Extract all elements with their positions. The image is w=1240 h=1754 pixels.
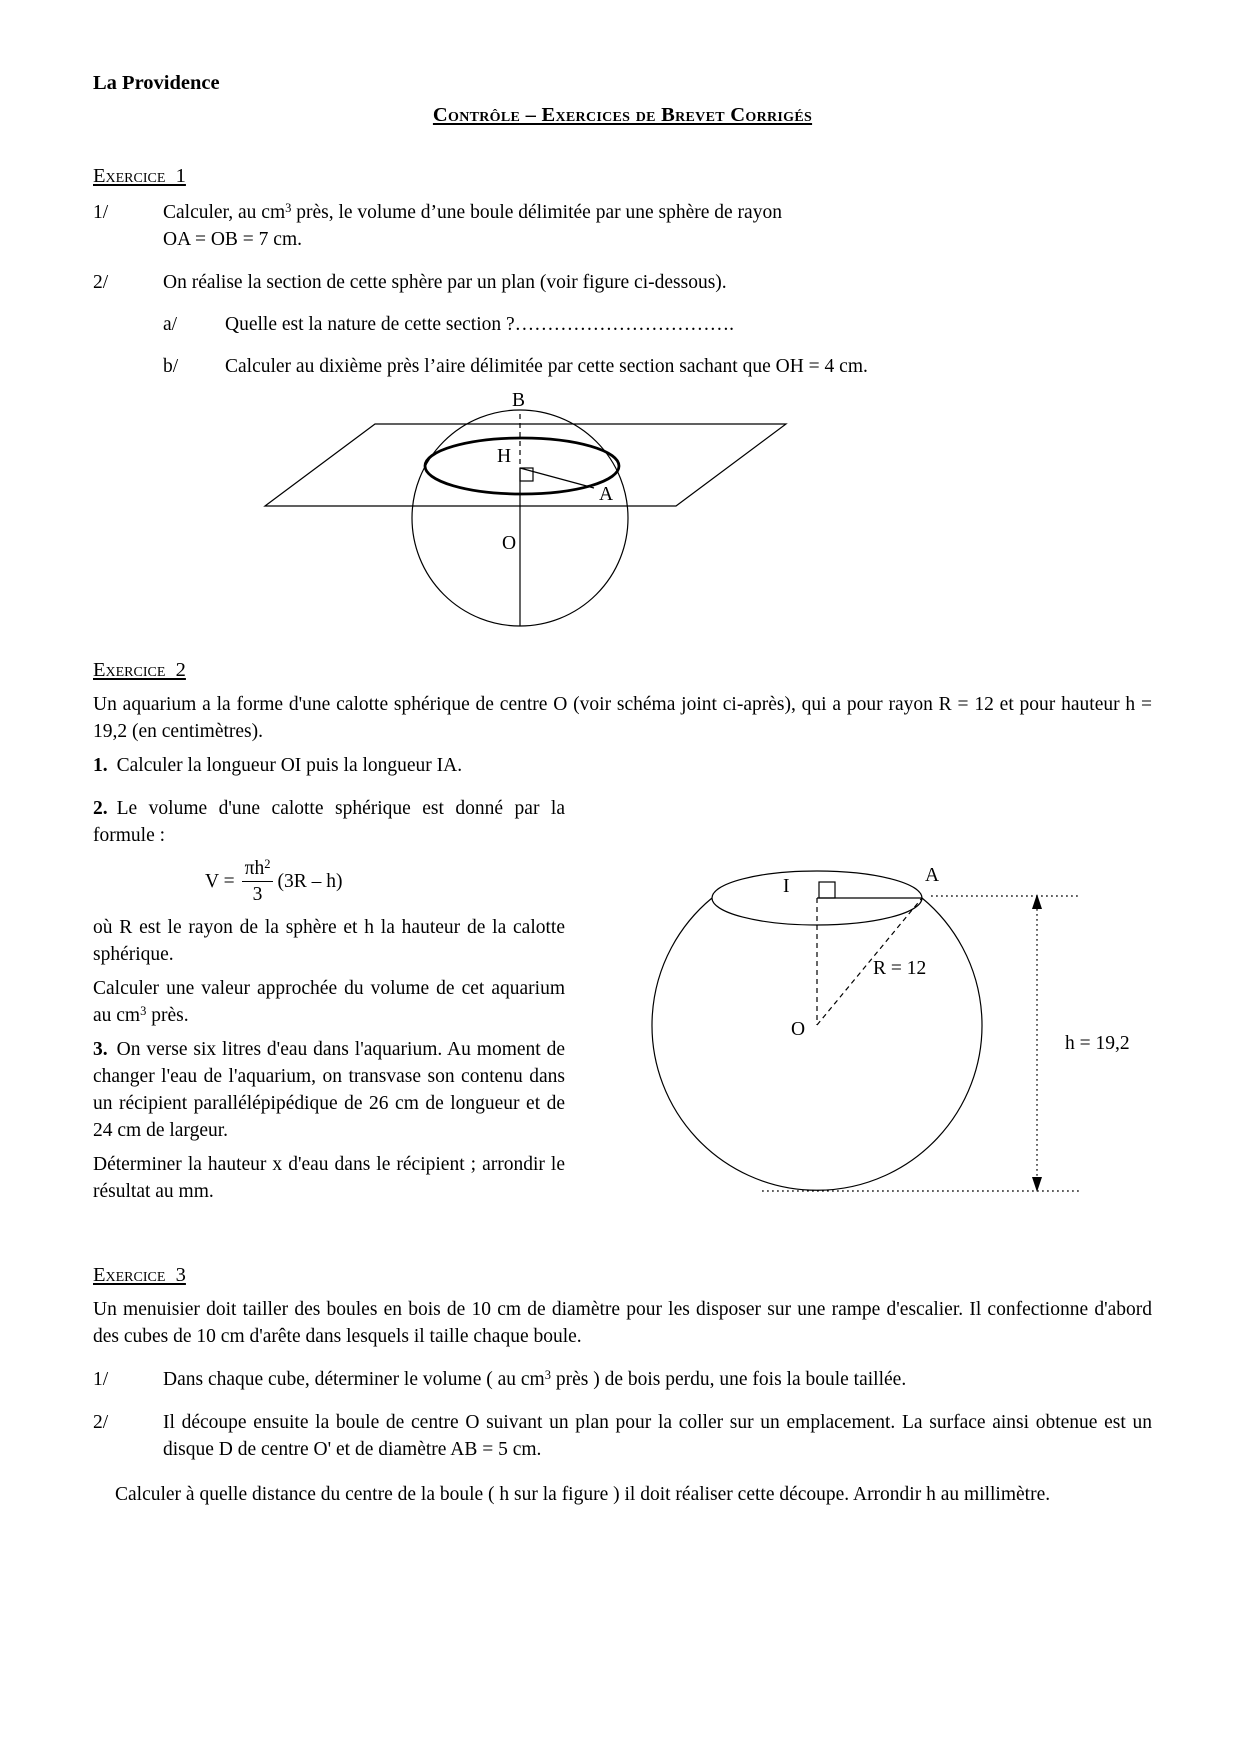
volume-formula [205,856,565,907]
label-radius: R = 12 [873,958,927,979]
arrowhead-up [1032,894,1042,909]
formula-denominator: 3 [242,881,274,907]
ex3-q2-text: Il découpe ensuite la boule de centre O suivant un plan pour la coller sur un emplacement. La surface ainsi obtenue est un disque D de centre O' et de diamètre AB = 5 cm. [163,1412,1152,1460]
label-height: h = 19,2 [1065,1033,1130,1054]
formula-rhs: (3R – h) [277,871,343,892]
ex1-q2a-number: a/ [163,314,178,335]
figure-aquarium [567,788,1167,1208]
ex1-question2a [163,311,1152,338]
ex2-item1-text: Calculer la longueur OI puis la longueur IA. [116,755,463,776]
ex1-q2b-number: b/ [163,356,179,377]
school-name: La Providence [93,72,220,94]
ex1-q1-superscript: 3 [285,201,292,215]
exercise1-heading: Exercice 1 [93,165,186,187]
ex2-right-column [565,788,1168,1216]
ex2-after-formula: où R est le rayon de la sphère et h la hauteur de la calotte sphérique. [93,917,565,965]
page-title: Contrôle – Exercices de Brevet Corrigés [432,104,813,126]
ex3-q2-number: 2/ [93,1412,109,1433]
ex2-intro: Un aquarium a la forme d'une calotte sphérique de centre O (voir schéma joint ci-après), qui a pour rayon R = 12 et pour hauteur h = 19,2 (en centimètres). [93,694,1152,742]
ex2-item1-number: 1. [93,755,108,776]
exercise2-heading: Exercice 2 [93,659,186,681]
ex2-item2-number: 2. [93,798,108,819]
ex2-calc-b: près. [146,1005,189,1026]
formula-fraction [242,856,274,907]
ex3-q1-superscript: 3 [544,1368,551,1382]
ex3-q1-number: 1/ [93,1369,109,1390]
formula-numerator [242,856,274,881]
ex1-q1-line1 [163,199,1152,226]
label-point-B: B [512,390,526,411]
ex3-q1-a: Dans chaque cube, déterminer le volume ( au cm [163,1369,545,1390]
label-point-A: A [599,484,614,505]
label-point-I: I [783,876,790,897]
ex1-question1 [93,199,1152,253]
ex2-calc-volume [93,975,565,1029]
ex2-item3-number: 3. [93,1039,108,1060]
ex3-q1-text [163,1366,1152,1393]
ex1-q1-line2: OA = OB = 7 cm. [163,229,302,250]
ex2-item3 [93,1036,565,1144]
ex1-q1-line1-b: près, le volume d’une boule délimitée par une sphère de rayon [291,202,782,223]
ex1-q1-number: 1/ [93,202,109,223]
label-point-H: H [497,446,512,467]
section-circle [425,438,619,494]
label-point-O: O [791,1019,806,1040]
ex2-two-columns [93,788,1168,1216]
figure-sphere-section-wrap [250,388,1152,641]
ex1-q1-line1-a: Calculer, au cm [163,202,286,223]
ex2-item1 [93,752,1152,779]
label-point-A: A [925,865,940,886]
ex1-q2-number: 2/ [93,272,109,293]
label-point-O: O [502,533,517,554]
ex2-left-column [93,788,565,1216]
ex1-question2b [163,353,1152,380]
formula-lhs: V = [205,871,235,892]
exercise3-heading: Exercice 3 [93,1264,186,1286]
segment-HA [520,468,594,488]
ex2-item3-text: On verse six litres d'eau dans l'aquarium. Au moment de changer l'eau de l'aquarium, on transvase son contenu dans un récipient parallélépipédique de 26 cm de longueur et de 24 cm de largeur. [93,1039,565,1141]
ex1-q2b-text: Calculer au dixième près l’aire délimitée par cette section sachant que OH = 4 cm. [225,356,868,377]
ex2-calc-superscript: 3 [140,1004,147,1018]
ex3-question2 [93,1409,1152,1463]
ex1-q1-text [163,199,1152,253]
ex2-item2 [93,795,565,849]
formula-num-base: πh [244,858,265,879]
ex2-calc-a: Calculer une valeur approchée du volume de cet aquarium au cm [93,978,565,1026]
ex1-q2a-text: Quelle est la nature de cette section ?……………………………. [225,314,735,335]
ex1-q2-text: On réalise la section de cette sphère par un plan (voir figure ci-dessous). [163,272,727,293]
arrowhead-down [1032,1177,1042,1192]
ex3-question1 [93,1366,1152,1393]
ex3-final-instruction: Calculer à quelle distance du centre de la boule ( h sur la figure ) il doit réaliser cette découpe. Arrondir h au millimètre. [115,1484,1051,1505]
ex2-item3b: Déterminer la hauteur x d'eau dans le récipient ; arrondir le résultat au mm. [93,1154,565,1202]
figure-sphere-plane-section [250,388,810,633]
ex3-intro: Un menuisier doit tailler des boules en bois de 10 cm de diamètre pour les disposer sur une rampe d'escalier. Il confectionne d'abord des cubes de 10 cm d'arête dans lesquels il taille chaque boule. [93,1299,1152,1347]
aquarium-body-arc [652,898,982,1190]
ex3-q1-b: près ) de bois perdu, une fois la boule taillée. [550,1369,907,1390]
ex2-item2-text: Le volume d'une calotte sphérique est donné par la formule : [93,798,565,846]
ex1-question2 [93,269,1152,296]
formula-num-exponent: 2 [264,857,271,871]
right-angle-mark [819,882,835,898]
